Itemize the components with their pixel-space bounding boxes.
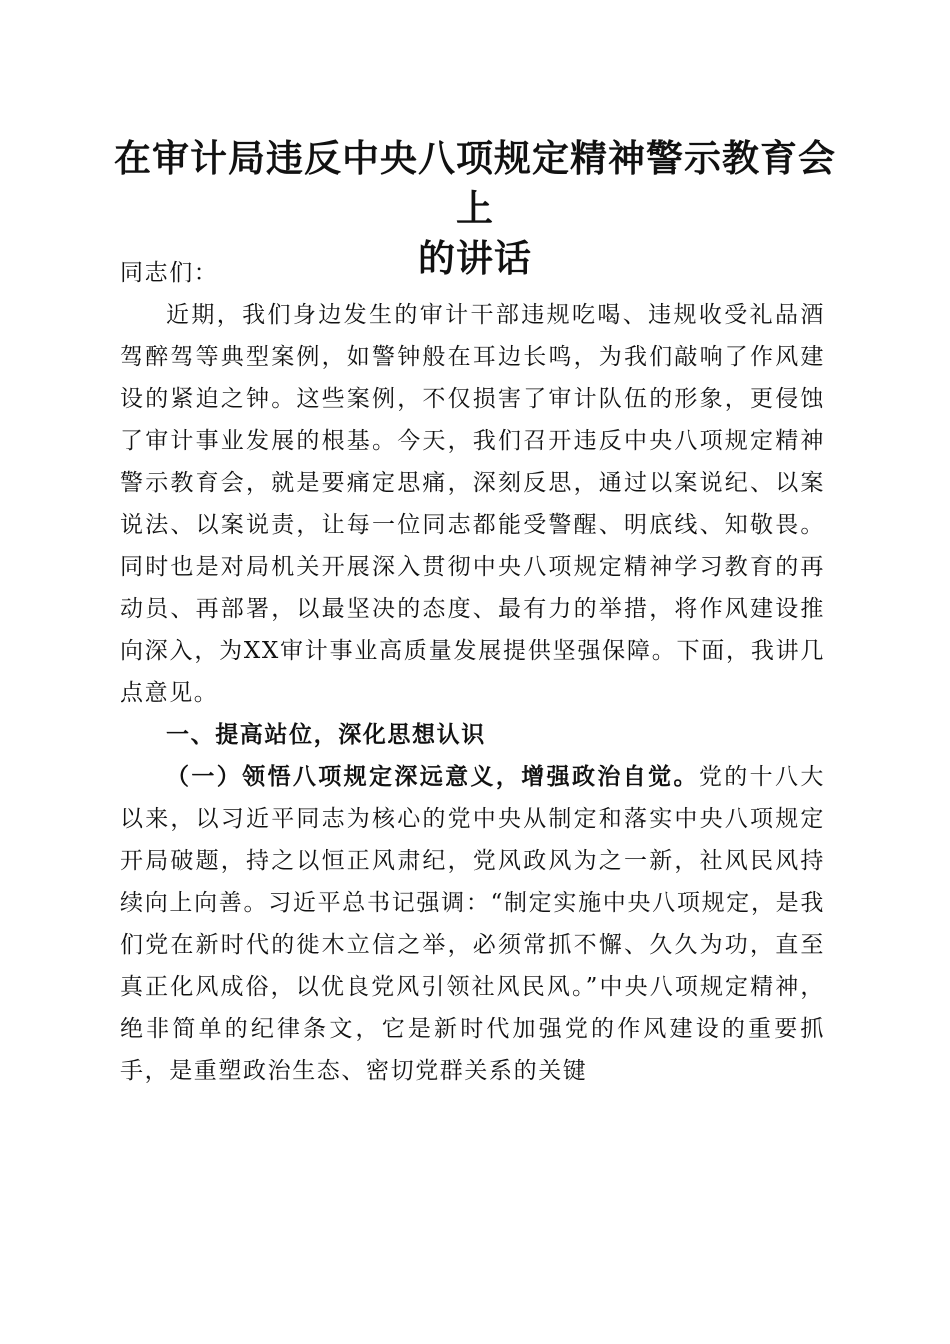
paragraph-intro: 近期，我们身边发生的审计干部违规吃喝、违规收受礼品酒驾醉驾等典型案例，如警钟般在耳边长鸣，为我们敲响了作风建设的紧迫之钟。这些案例，不仅损害了审计队伍的形象，更侵蚀了审计事业发展的根基。今天，我们召开违反中央八项规定精神警示教育会，就是要痛定思痛，深刻反思，通过以案说纪、以案说法、以案说责，让每一位同志都能受警醒、明底线、知敬畏。同时也是对局机关开展深入贯彻中央八项规定精神学习教育的再动员、再部署，以最坚决的态度、最有力的举措，将作风建设推向深入，为XX审计事业高质量发展提供坚强保障。下面，我讲几点意见。 bbox=[120, 302, 825, 706]
title-line-1: 在审计局违反中央八项规定精神警示教育会上 bbox=[114, 137, 836, 230]
subsection-heading-1: （一）领悟八项规定深远意义，增强政治自觉。 bbox=[166, 763, 699, 790]
subsection-paragraph-1 bbox=[120, 756, 825, 1092]
document-body bbox=[120, 252, 825, 1092]
salutation: 同志们： bbox=[120, 260, 219, 286]
subsection-text-1: 党的十八大以来，以习近平同志为核心的党中央从制定和落实中央八项规定开局破题，持之以恒正风肃纪，党风政风为之一新，社风民风持续向上向善。习近平总书记强调：“制定实施中央八项规定，是我们党在新时代的徙木立信之举，必须常抓不懈、久久为功，直至真正化风成俗，以优良党风引领社风民风。”中央八项规定精神，绝非简单的纪律条文，它是新时代加强党的作风建设的重要抓手，是重塑政治生态、密切党群关系的关键 bbox=[120, 764, 825, 1084]
title-line-2: 的讲话 bbox=[418, 237, 532, 280]
section-heading-1: 一、提高站位，深化思想认识 bbox=[166, 722, 486, 748]
